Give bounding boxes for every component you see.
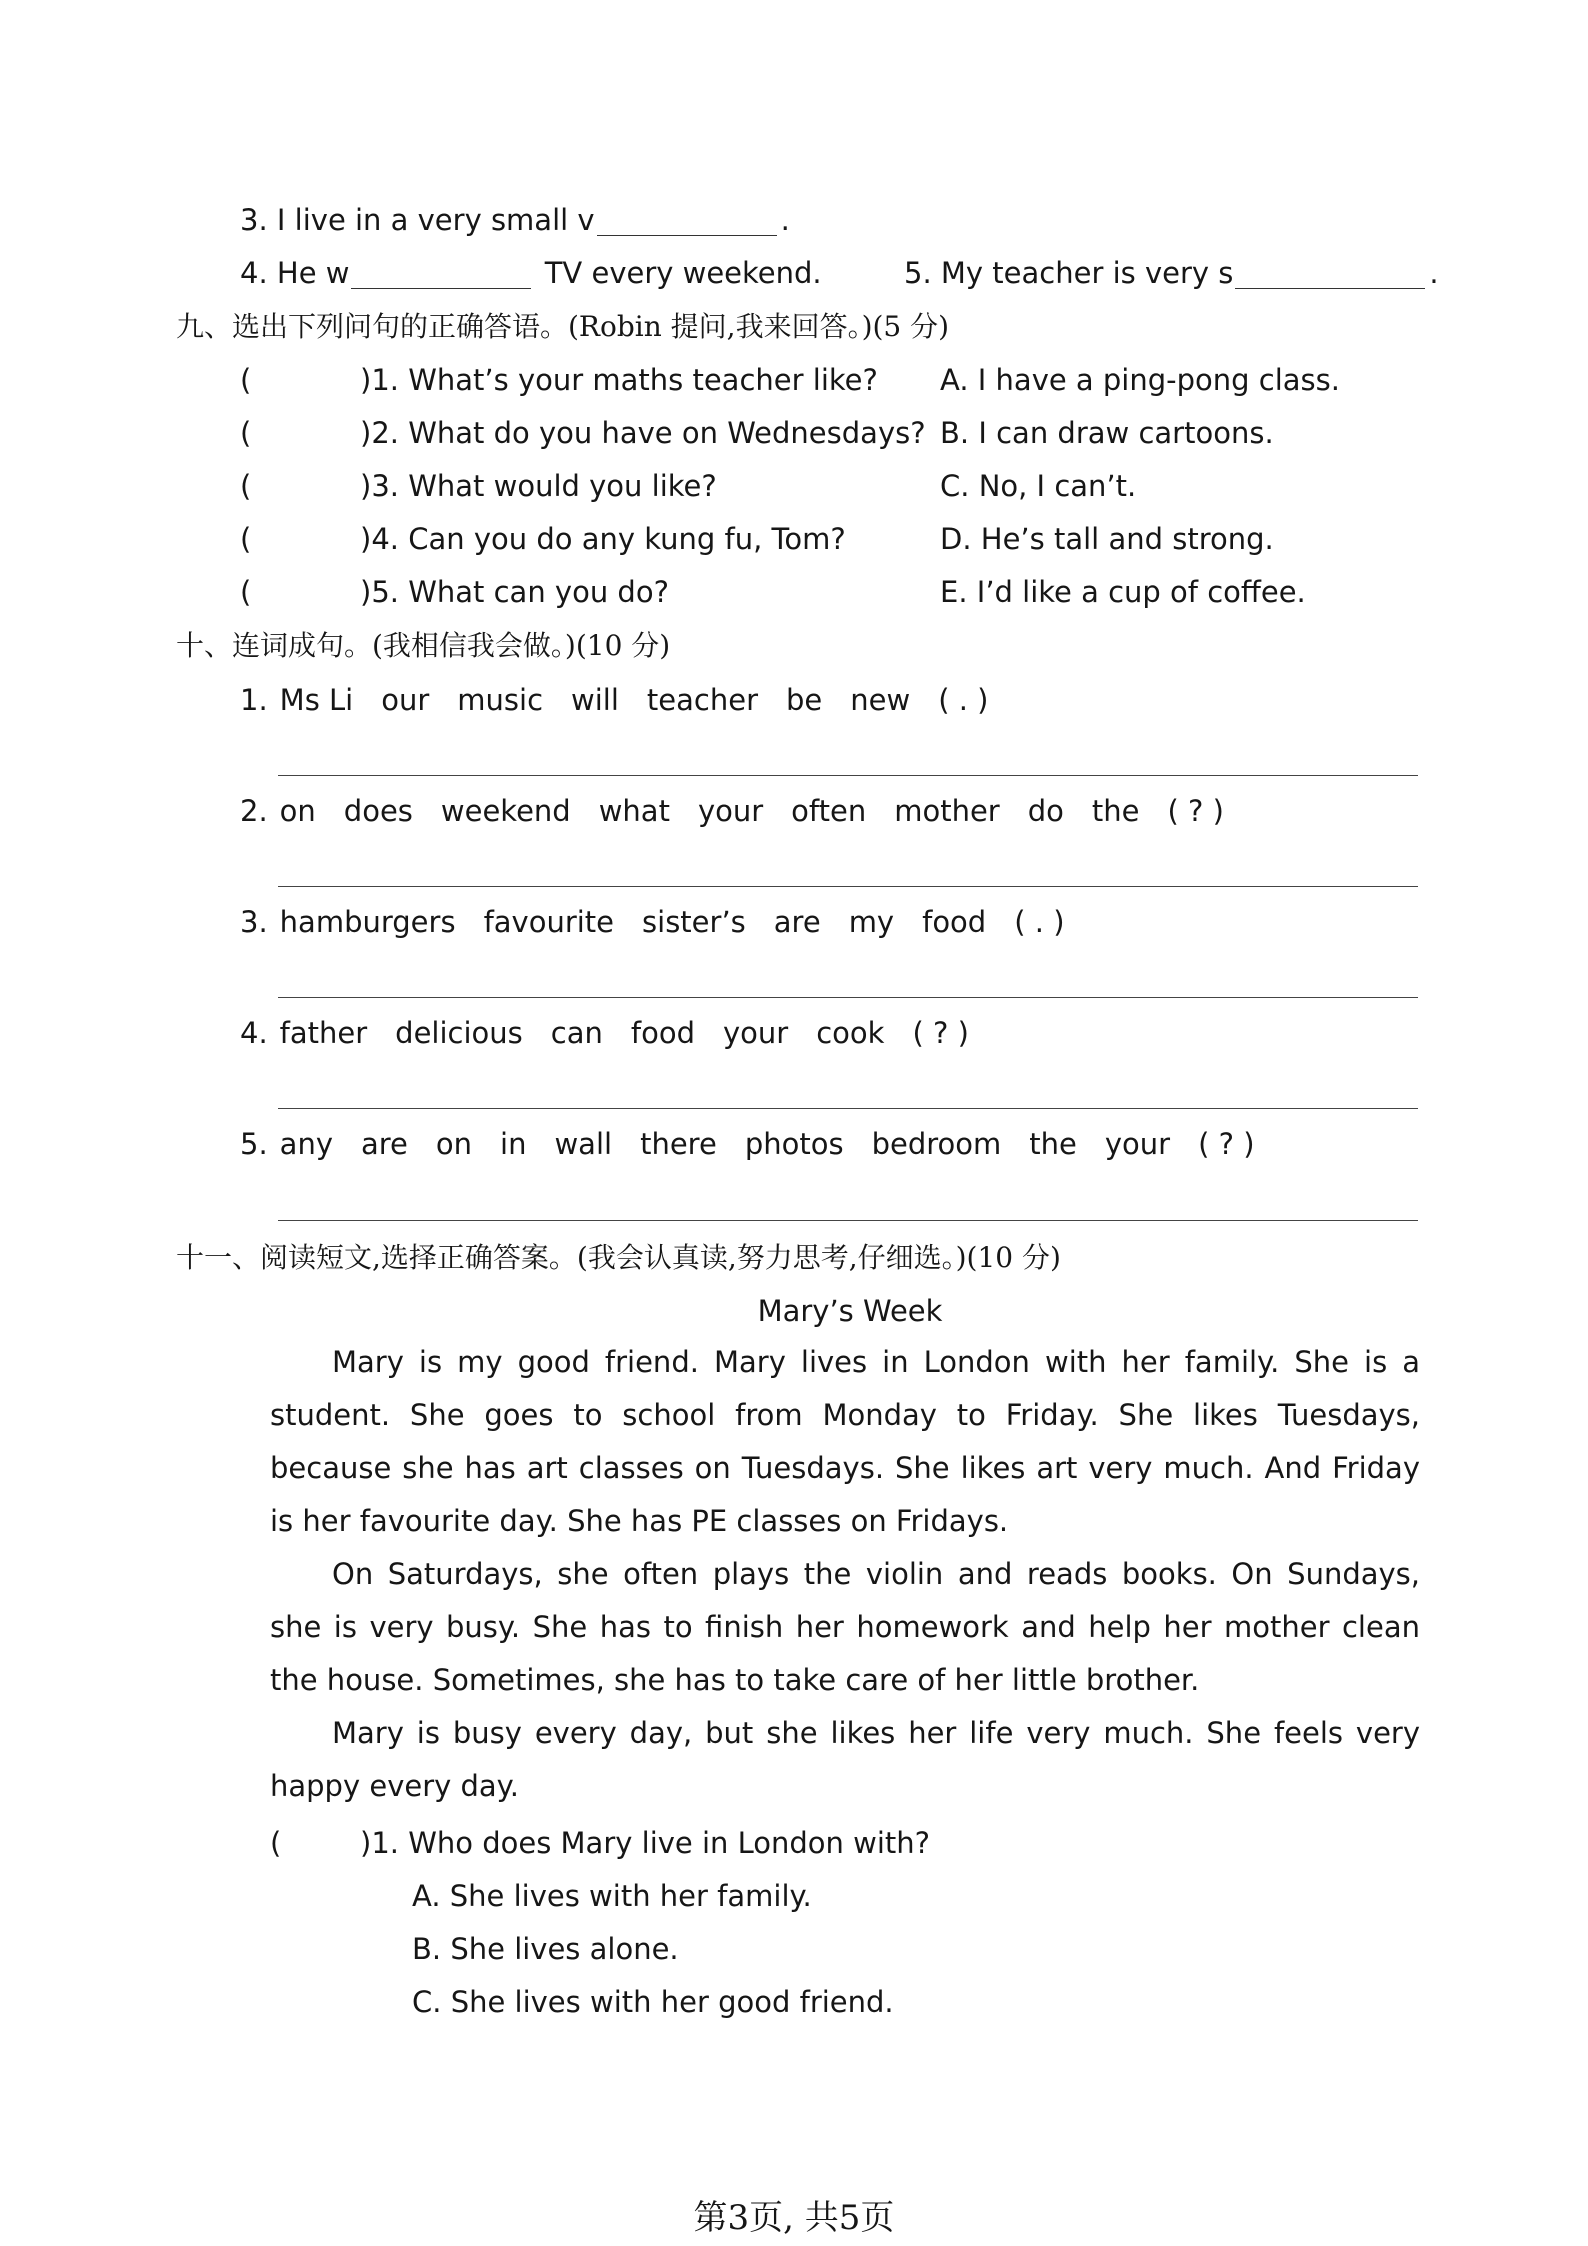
q9-row-5: ( )5. What can you do? (240, 575, 669, 609)
q9-answer-b: B. I can draw cartoons. (940, 416, 1274, 450)
q9-row-2: ( )2. What do you have on Wednesdays? (240, 416, 926, 450)
reading-option-b: B. She lives alone. (412, 1932, 679, 1966)
q10-item-4: 4. father delicious can food your cook ( ? ) (240, 1016, 969, 1050)
page-footer: 第3页, 共5页 (693, 2198, 895, 2238)
q10-item-2: 2. on does weekend what your often mother do the ( ? ) (240, 794, 1224, 828)
answer-line[interactable] (278, 1220, 1418, 1221)
fill-blank-q5: 5. My teacher is very s . (904, 256, 1439, 290)
blank-line[interactable] (1235, 262, 1425, 289)
q10-item-3: 3. hamburgers favourite sister’s are my food ( . ) (240, 905, 1065, 939)
section10-title: 十、连词成句。(我相信我会做。)(10 分) (176, 629, 671, 662)
q9-row-1: ( )1. What’s your maths teacher like? (240, 363, 878, 397)
reading-option-a: A. She lives with her family. (412, 1879, 812, 1913)
q9-row-3: ( )3. What would you like? (240, 469, 717, 503)
passage-paragraph-1: Mary is my good friend. Mary lives in London with her family. She is a student. She goes to school from Monday to Friday. She likes Tuesdays, because she has art classes on Tuesdays. She likes art very much. And Friday is her favourite day. She has PE classes on Fridays. (270, 1345, 1420, 1538)
fill-blank-q4: 4. He w TV every weekend. (240, 256, 822, 290)
answer-line[interactable] (278, 886, 1418, 887)
blank-line[interactable] (351, 262, 531, 289)
q9-answer-d: D. He’s tall and strong. (940, 522, 1274, 556)
reading-question-1: ( )1. Who does Mary live in London with? (270, 1826, 931, 1860)
blank-line[interactable] (597, 209, 777, 236)
section11-title: 十一、阅读短文,选择正确答案。(我会认真读,努力思考,仔细选。)(10 分) (176, 1241, 1061, 1274)
passage-paragraph-2: On Saturdays, she often plays the violin and reads books. On Sundays, she is very busy. She has to finish her homework and help her mother clean the house. Sometimes, she has to take care of her little brother. (270, 1557, 1420, 1697)
answer-line[interactable] (278, 1108, 1418, 1109)
q9-answer-e: E. I’d like a cup of coffee. (940, 575, 1306, 609)
fill-blank-q3: 3. I live in a very small v . (240, 203, 790, 237)
q9-answer-a: A. I have a ping-pong class. (940, 363, 1340, 397)
q10-item-5: 5. any are on in wall there photos bedroom the your ( ? ) (240, 1127, 1255, 1161)
passage-paragraph-3: Mary is busy every day, but she likes her life very much. She feels very happy every day. (270, 1716, 1420, 1803)
passage-body (270, 1336, 1420, 1813)
q10-item-1: 1. Ms Li our music will teacher be new ( . ) (240, 683, 989, 717)
q9-answer-c: C. No, I can’t. (940, 469, 1137, 503)
section9-title: 九、选出下列问句的正确答语。(Robin 提问,我来回答。)(5 分) (176, 310, 950, 343)
q9-row-4: ( )4. Can you do any kung fu, Tom? (240, 522, 846, 556)
answer-line[interactable] (278, 997, 1418, 998)
answer-line[interactable] (278, 775, 1418, 776)
reading-option-c: C. She lives with her good friend. (412, 1985, 894, 2019)
passage-title: Mary’s Week (757, 1294, 943, 1328)
